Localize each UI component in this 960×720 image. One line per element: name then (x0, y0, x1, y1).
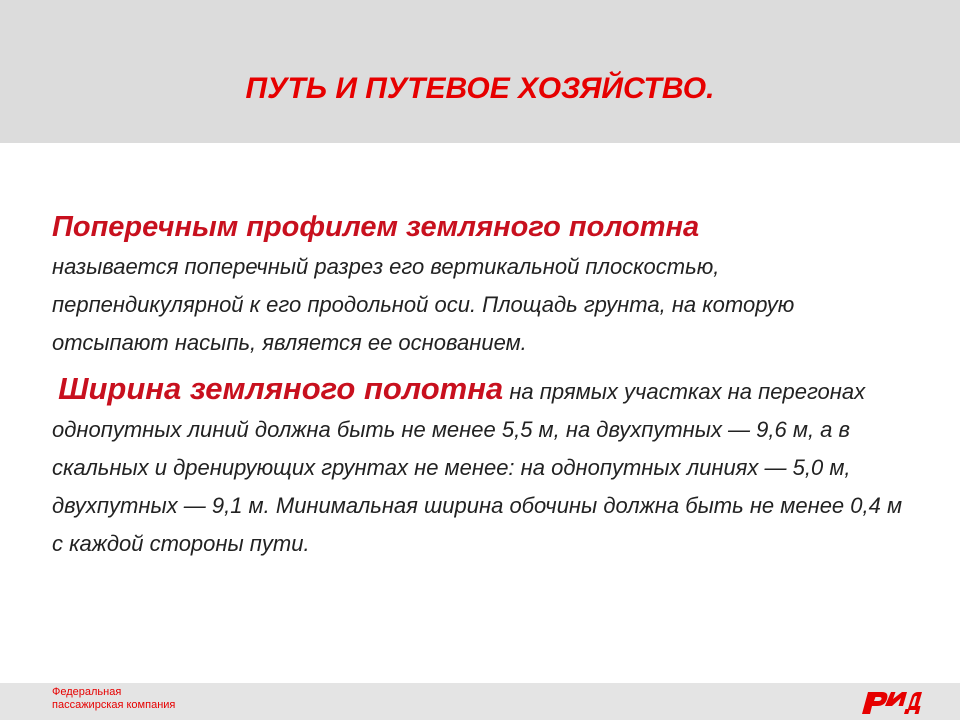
slide-title: ПУТЬ И ПУТЕВОЕ ХОЗЯЙСТВО. (245, 72, 715, 105)
paragraph-cross-profile-text: называется поперечный разрез его вертикальной плоскостью, перпендикулярной к его продольной оси. Площадь грунта, на которую отсыпают насыпь, является ее основанием. (52, 254, 795, 355)
paragraph-width (52, 370, 912, 563)
company-name-line1: Федеральная (52, 686, 122, 698)
term-width: Ширина земляного полотна (58, 371, 504, 406)
paragraph-cross-profile (52, 208, 912, 362)
company-name (52, 686, 175, 712)
paragraph-width-text: на прямых участках на перегонах однопутных линий должна быть не менее 5,5 м, на двухпутных — 9,6 м, а в скальных и дренирующих грунтах не менее: на однопутных линиях — 5,0 м, двухпутных — 9,1 м. Минимальная ширина обочины должна быть не менее 0,4 м с каждой стороны пути. (52, 379, 903, 556)
rzd-logo-icon (858, 686, 924, 716)
company-name-line2: пассажирская компания (52, 699, 176, 711)
slide-body (52, 208, 912, 563)
term-cross-profile: Поперечным профилем земляного полотна (52, 211, 700, 243)
